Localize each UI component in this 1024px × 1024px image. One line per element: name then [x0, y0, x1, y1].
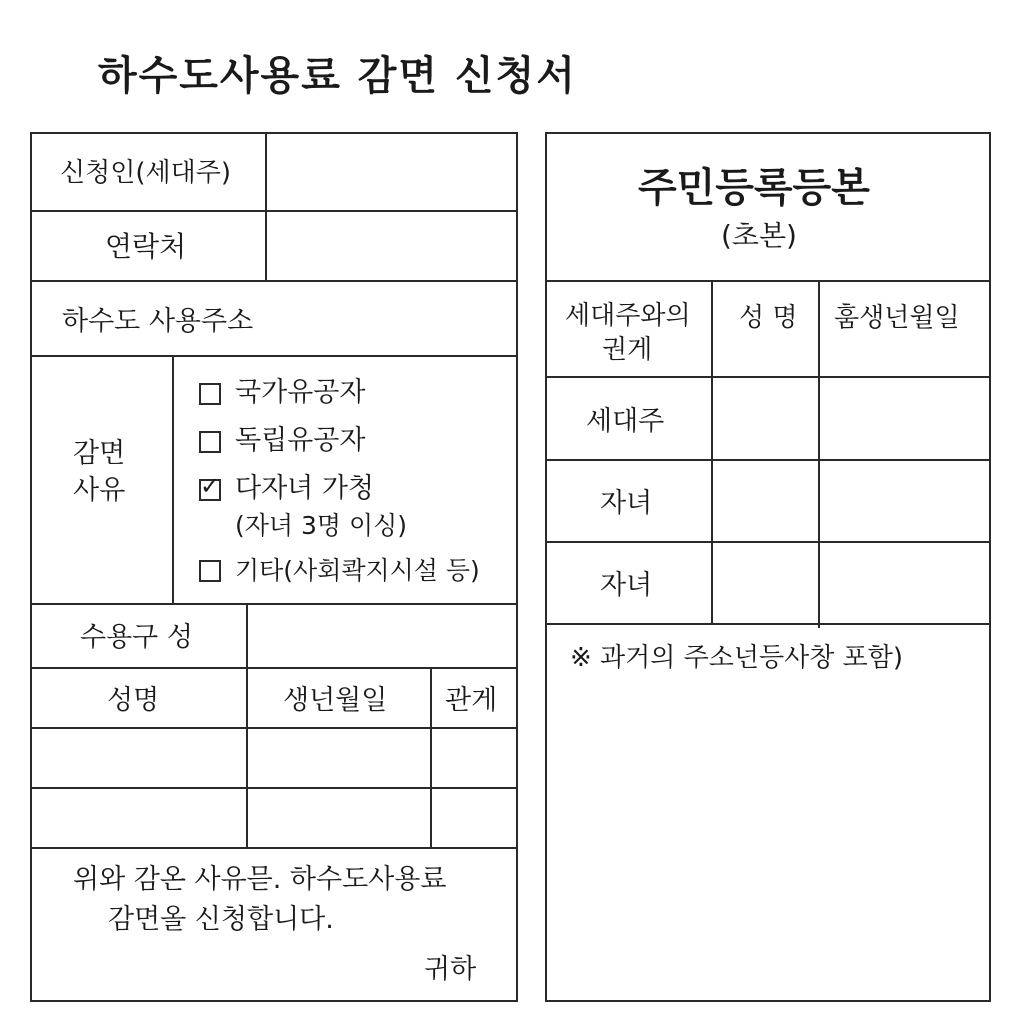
column-relation: 관게: [445, 685, 498, 716]
contact-label: 연락처: [105, 230, 187, 263]
divider: [818, 280, 820, 628]
divider: [30, 603, 518, 605]
household-label: 수용구 성: [80, 622, 193, 653]
address-label: 하수도 사용주소: [62, 306, 254, 337]
divider: [172, 355, 174, 603]
applicant-label: 신청인(세대주): [60, 158, 231, 188]
column-relation: 권게: [602, 335, 653, 365]
register-note: ※ 과거의 주소넌등사창 포함): [570, 643, 903, 673]
column-name: 성 명: [739, 303, 798, 333]
row-label: 자녀: [600, 570, 653, 601]
option-national-merit: 국가유공자: [235, 377, 366, 408]
form-title: 하수도사용료 감면 신청서: [98, 53, 577, 99]
register-subtitle: (초본): [721, 219, 797, 252]
divider: [30, 847, 518, 849]
divider: [246, 603, 248, 847]
option-multi-child: 다자녀 가청: [235, 473, 374, 504]
applicant-field[interactable]: [268, 134, 516, 210]
checkbox[interactable]: [199, 431, 221, 453]
contact-field[interactable]: [268, 212, 516, 280]
divider: [30, 667, 518, 669]
column-birth: 훔생넌윌일: [834, 303, 960, 333]
statement: 감면올 신청합니다.: [108, 904, 334, 935]
column-birth: 생넌월일: [283, 685, 388, 716]
option-multi-child-sub: (자녀 3명 이싱): [235, 511, 408, 540]
divider: [545, 623, 991, 625]
checkbox[interactable]: [199, 560, 221, 582]
divider: [711, 280, 713, 623]
addressee: 귀하: [424, 954, 477, 985]
divider: [545, 541, 991, 543]
register-title: 주민등록등본: [638, 165, 870, 211]
reason-label: 감면: [73, 438, 126, 469]
divider: [30, 355, 518, 357]
checkbox[interactable]: [199, 383, 221, 405]
statement: 위와 감온 사유믇. 하수도사용료: [73, 864, 447, 895]
divider: [30, 727, 518, 729]
reason-label: 사유: [73, 475, 126, 506]
divider: [30, 280, 518, 282]
divider: [545, 376, 991, 378]
resident-register-form: [545, 132, 991, 1002]
divider: [545, 280, 991, 282]
column-name: 성명: [107, 685, 160, 716]
check-icon: ✓: [200, 472, 221, 500]
divider: [30, 787, 518, 789]
divider: [545, 459, 991, 461]
option-independence-merit: 독립유공자: [235, 425, 366, 456]
row-label: 세대주: [586, 406, 665, 437]
row-label: 자녀: [600, 488, 653, 519]
option-other: 기타(사회콱지시설 등): [235, 556, 480, 585]
divider: [265, 132, 267, 280]
divider: [430, 667, 432, 847]
checkbox-checked[interactable]: [199, 472, 221, 501]
column-relation: 세대주와의: [565, 301, 691, 331]
